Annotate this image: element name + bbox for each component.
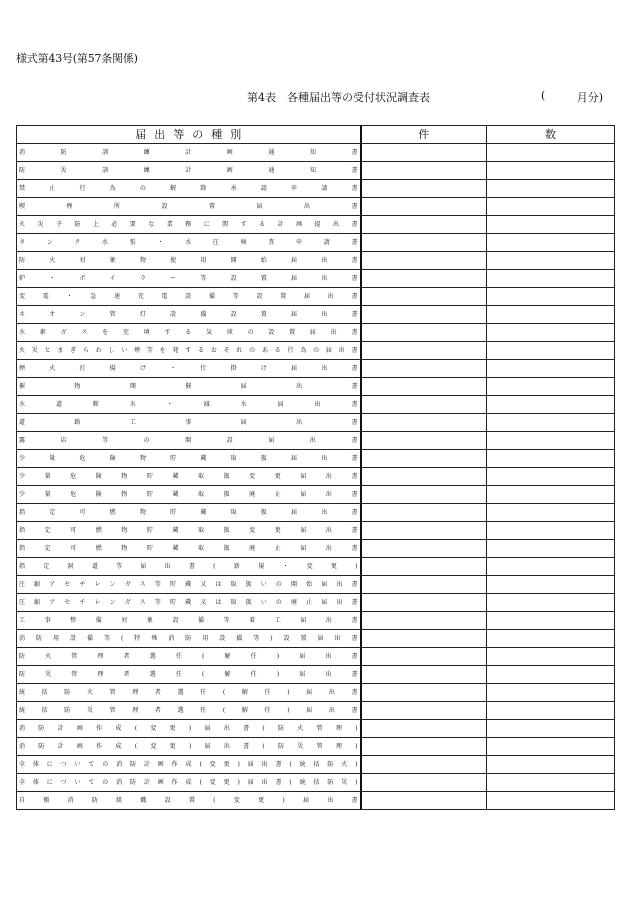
row-type-label: 変電・急速充電設備等設置届出書 [19, 293, 358, 300]
row-type-label: 圧縮アセチレンガス等貯蔵又は取扱いの開始届出書 [19, 581, 358, 588]
row-type-label: 消防計画作成(変更)届出書(防火管理) [19, 725, 358, 732]
row-type-cell [17, 504, 361, 522]
row-count-cell[interactable] [361, 198, 487, 216]
row-count-cell-2[interactable] [487, 432, 615, 450]
row-type-label: 指定可燃物貯蔵取扱届出書 [19, 509, 358, 516]
row-count-cell[interactable] [361, 270, 487, 288]
row-type-cell [17, 216, 361, 234]
row-count-cell[interactable] [361, 648, 487, 666]
row-count-cell[interactable] [361, 720, 487, 738]
month-period-field [541, 89, 603, 105]
row-type-cell [17, 486, 361, 504]
row-count-cell[interactable] [361, 396, 487, 414]
table-row [17, 792, 615, 810]
table-row [17, 234, 615, 252]
row-type-cell [17, 576, 361, 594]
table-row [17, 702, 615, 720]
table-row [17, 306, 615, 324]
row-type-label: 消防計画作成(変更)届出書(防災管理) [19, 743, 358, 750]
table-row [17, 378, 615, 396]
table-row [17, 270, 615, 288]
row-count-cell[interactable] [361, 324, 487, 342]
row-count-cell-2[interactable] [487, 774, 615, 792]
table-row [17, 360, 615, 378]
row-count-cell[interactable] [361, 342, 487, 360]
row-count-cell[interactable] [361, 234, 487, 252]
row-type-cell [17, 324, 361, 342]
row-type-cell [17, 630, 361, 648]
row-count-cell[interactable] [361, 684, 487, 702]
row-count-cell[interactable] [361, 738, 487, 756]
row-type-label: 統括防火管理者選任(解任)届出書 [19, 689, 358, 696]
row-count-cell-2[interactable] [487, 630, 615, 648]
row-count-cell-2[interactable] [487, 684, 615, 702]
table-row [17, 252, 615, 270]
table-row [17, 684, 615, 702]
table-row [17, 774, 615, 792]
table-row [17, 144, 615, 162]
row-count-cell-2[interactable] [487, 756, 615, 774]
row-type-cell [17, 558, 361, 576]
row-type-label: 水道断水・減水届出書 [19, 401, 358, 408]
table-row [17, 576, 615, 594]
row-count-cell[interactable] [361, 774, 487, 792]
table-row [17, 522, 615, 540]
row-type-cell [17, 612, 361, 630]
row-count-cell[interactable] [361, 792, 487, 810]
row-count-cell-2[interactable] [487, 252, 615, 270]
row-type-label: 露店等の開設届出書 [19, 437, 358, 444]
row-count-cell-2[interactable] [487, 486, 615, 504]
row-count-cell-2[interactable] [487, 594, 615, 612]
table-row [17, 504, 615, 522]
row-type-label: 喫煙所設置届出書 [19, 203, 358, 210]
table-row [17, 756, 615, 774]
row-type-label: 催物開催届出書 [19, 383, 358, 390]
row-count-cell-2[interactable] [487, 720, 615, 738]
row-count-cell-2[interactable] [487, 324, 615, 342]
row-count-cell-2[interactable] [487, 612, 615, 630]
row-count-cell-2[interactable] [487, 162, 615, 180]
row-type-label: 工事整備対象設備等着工届出書 [19, 617, 358, 624]
row-type-cell [17, 342, 361, 360]
row-count-cell-2[interactable] [487, 504, 615, 522]
header-count: 件 [361, 126, 487, 144]
row-type-cell [17, 450, 361, 468]
table-row [17, 666, 615, 684]
row-count-cell[interactable] [361, 522, 487, 540]
row-type-cell [17, 360, 361, 378]
row-count-cell-2[interactable] [487, 306, 615, 324]
row-type-label: 指定可燃物貯蔵取扱廃止届出書 [19, 545, 358, 552]
row-type-cell [17, 270, 361, 288]
row-type-cell [17, 792, 361, 810]
row-type-cell [17, 522, 361, 540]
row-count-cell[interactable] [361, 666, 487, 684]
table-header-row [17, 126, 615, 144]
row-count-cell-2[interactable] [487, 216, 615, 234]
row-count-cell-2[interactable] [487, 576, 615, 594]
row-count-cell[interactable] [361, 504, 487, 522]
row-type-label: 指定洞道等届出書(新規・変更) [19, 563, 358, 570]
row-count-cell[interactable] [361, 162, 487, 180]
row-type-cell [17, 684, 361, 702]
row-count-cell[interactable] [361, 756, 487, 774]
period-month-label: 月分) [576, 91, 603, 104]
row-type-cell [17, 540, 361, 558]
header-count-2: 数 [487, 126, 615, 144]
row-count-cell-2[interactable] [487, 198, 615, 216]
row-count-cell-2[interactable] [487, 702, 615, 720]
table-row [17, 342, 615, 360]
row-count-cell-2[interactable] [487, 144, 615, 162]
row-type-cell [17, 252, 361, 270]
row-count-cell-2[interactable] [487, 288, 615, 306]
row-count-cell-2[interactable] [487, 522, 615, 540]
row-count-cell[interactable] [361, 540, 487, 558]
table-row [17, 558, 615, 576]
row-type-cell [17, 432, 361, 450]
row-type-label: 火災予防上必要な業務に関する計画提出書 [19, 221, 358, 228]
row-count-cell-2[interactable] [487, 648, 615, 666]
row-type-label: 防火対象物使用開始届出書 [19, 257, 358, 264]
row-count-cell-2[interactable] [487, 468, 615, 486]
row-count-cell[interactable] [361, 360, 487, 378]
row-type-label: 禁止行為の解除承認申請書 [19, 185, 358, 192]
row-count-cell[interactable] [361, 216, 487, 234]
row-type-cell [17, 414, 361, 432]
table-row [17, 612, 615, 630]
form-number-label: 様式第43号(第57条関係) [16, 52, 138, 65]
row-type-label: 少量危険物貯蔵取扱届出書 [19, 455, 358, 462]
table-row [17, 198, 615, 216]
row-count-cell[interactable] [361, 612, 487, 630]
row-type-label: 統括防災管理者選任(解任)届出書 [19, 707, 358, 714]
row-count-cell[interactable] [361, 558, 487, 576]
row-count-cell-2[interactable] [487, 450, 615, 468]
row-type-label: 全体についての消防計画作成(変更)届出書(統括防災) [19, 779, 358, 786]
row-type-cell [17, 648, 361, 666]
row-count-cell[interactable] [361, 180, 487, 198]
table-row [17, 450, 615, 468]
row-count-cell[interactable] [361, 288, 487, 306]
row-count-cell[interactable] [361, 306, 487, 324]
row-count-cell[interactable] [361, 486, 487, 504]
row-type-label: 全体についての消防計画作成(変更)届出書(統括防火) [19, 761, 358, 768]
row-type-cell [17, 738, 361, 756]
row-type-cell [17, 774, 361, 792]
table-row [17, 396, 615, 414]
row-type-label: ネオン管灯設備設置届出書 [19, 311, 358, 318]
row-count-cell[interactable] [361, 432, 487, 450]
row-type-label: 炉・ボイラー等設置届出書 [19, 275, 358, 282]
row-type-cell [17, 288, 361, 306]
row-count-cell[interactable] [361, 414, 487, 432]
row-type-label: 圧縮アセチレンガス等貯蔵又は取扱いの廃止届出書 [19, 599, 358, 606]
row-count-cell[interactable] [361, 144, 487, 162]
period-open-paren: ( [541, 89, 546, 102]
survey-table [16, 125, 615, 810]
row-type-label: 火災とまぎらわしい煙等を発するおそれのある行為の届出書 [19, 347, 358, 354]
row-type-cell [17, 378, 361, 396]
row-type-label: 煙火打揚げ・仕掛け届出書 [19, 365, 358, 372]
table-row [17, 540, 615, 558]
row-type-label: 少量危険物貯蔵取扱廃止届出書 [19, 491, 358, 498]
table-row [17, 648, 615, 666]
row-count-cell-2[interactable] [487, 738, 615, 756]
row-count-cell-2[interactable] [487, 342, 615, 360]
row-type-label: 少量危険物貯蔵取扱変更届出書 [19, 473, 358, 480]
row-type-cell [17, 144, 361, 162]
table-row [17, 162, 615, 180]
row-type-label: 水素ガスを充填する気球の設置届出書 [19, 329, 358, 336]
table-row [17, 414, 615, 432]
row-count-cell[interactable] [361, 702, 487, 720]
row-type-cell [17, 180, 361, 198]
row-count-cell[interactable] [361, 576, 487, 594]
row-type-cell [17, 162, 361, 180]
row-type-label: タンク水張・水圧検査申請書 [19, 239, 358, 246]
table-title: 第4表 各種届出等の受付状況調査表 [247, 91, 430, 104]
row-count-cell[interactable] [361, 450, 487, 468]
table-row [17, 180, 615, 198]
row-count-cell-2[interactable] [487, 270, 615, 288]
row-type-cell [17, 396, 361, 414]
table-row [17, 486, 615, 504]
row-type-label: 防火管理者選任(解任)届出書 [19, 653, 358, 660]
table-row [17, 468, 615, 486]
row-type-label: 消防訓練計画通知書 [19, 149, 358, 156]
row-type-cell [17, 720, 361, 738]
row-type-label: 自衛消防組織設置(変更)届出書 [19, 797, 358, 804]
row-count-cell-2[interactable] [487, 414, 615, 432]
row-count-cell[interactable] [361, 378, 487, 396]
row-count-cell-2[interactable] [487, 558, 615, 576]
row-type-label: 防災管理者選任(解任)届出書 [19, 671, 358, 678]
table-row [17, 594, 615, 612]
row-type-cell [17, 234, 361, 252]
row-count-cell-2[interactable] [487, 180, 615, 198]
row-count-cell-2[interactable] [487, 540, 615, 558]
row-count-cell-2[interactable] [487, 396, 615, 414]
row-type-cell [17, 666, 361, 684]
table-row [17, 324, 615, 342]
row-count-cell[interactable] [361, 468, 487, 486]
row-type-cell [17, 198, 361, 216]
row-count-cell[interactable] [361, 630, 487, 648]
row-type-label: 防災訓練計画通知書 [19, 167, 358, 174]
row-count-cell[interactable] [361, 594, 487, 612]
row-type-cell [17, 756, 361, 774]
table-row [17, 288, 615, 306]
row-type-cell [17, 594, 361, 612]
row-type-cell [17, 468, 361, 486]
row-type-cell [17, 306, 361, 324]
table-row [17, 738, 615, 756]
row-type-cell [17, 702, 361, 720]
row-count-cell-2[interactable] [487, 234, 615, 252]
row-type-label: 指定可燃物貯蔵取扱変更届出書 [19, 527, 358, 534]
table-row [17, 216, 615, 234]
table-row [17, 432, 615, 450]
row-type-label: 消防用設備等(特殊消防用設備等)設置届出書 [19, 635, 358, 642]
table-row [17, 720, 615, 738]
table-row [17, 630, 615, 648]
row-count-cell-2[interactable] [487, 792, 615, 810]
row-count-cell-2[interactable] [487, 666, 615, 684]
row-count-cell[interactable] [361, 252, 487, 270]
row-type-label: 道路工事届出書 [19, 419, 358, 426]
row-count-cell-2[interactable] [487, 360, 615, 378]
row-count-cell-2[interactable] [487, 378, 615, 396]
header-type: 届出等の種別 [17, 126, 361, 144]
